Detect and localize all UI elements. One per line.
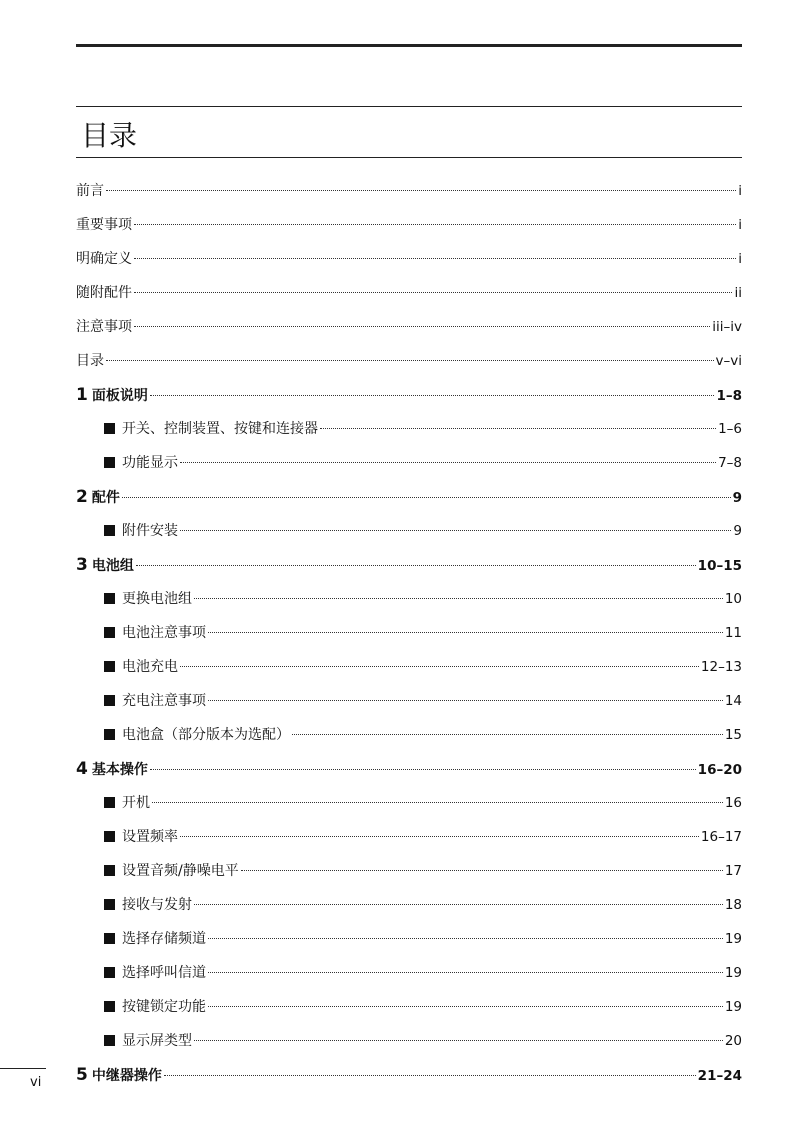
- square-bullet-icon: [104, 661, 115, 672]
- dot-leader: [122, 497, 731, 498]
- toc-entry[interactable]: [76, 208, 742, 242]
- square-bullet-icon: [104, 457, 115, 468]
- toc-section-entry[interactable]: [76, 956, 742, 990]
- dot-leader: [134, 292, 732, 293]
- toc-entry-label: 接收与发射: [122, 897, 192, 913]
- dot-leader: [320, 428, 716, 429]
- dot-leader: [136, 565, 696, 566]
- toc-entry[interactable]: [76, 276, 742, 310]
- square-bullet-icon: [104, 967, 115, 978]
- square-bullet-icon: [104, 695, 115, 706]
- toc-chapter-entry[interactable]: [76, 548, 742, 582]
- toc-entry-label: 基本操作: [91, 762, 148, 778]
- toc-page-number: 16–20: [697, 762, 742, 778]
- square-bullet-icon: [104, 797, 115, 808]
- toc-page-number: ii: [734, 285, 742, 301]
- toc-page-number: 7–8: [718, 455, 742, 471]
- toc-page-number: iii–iv: [712, 319, 742, 335]
- toc-section-entry[interactable]: [76, 582, 742, 616]
- toc-page-number: 17: [724, 863, 742, 879]
- toc-entry-label: 按键锁定功能: [122, 999, 206, 1015]
- toc-page-number: v–vi: [715, 353, 742, 369]
- title-top-rule: [76, 106, 742, 107]
- toc-section-entry[interactable]: [76, 514, 742, 548]
- toc-page-number: 1–8: [716, 388, 742, 404]
- toc-entry-label: 中继器操作: [91, 1068, 162, 1084]
- toc-entry-label: 开机: [122, 795, 150, 811]
- page-number: vi: [30, 1075, 42, 1090]
- toc-entry-label: 充电注意事项: [122, 693, 206, 709]
- page-title: 目录: [81, 119, 138, 152]
- square-bullet-icon: [104, 899, 115, 910]
- toc-page-number: 12–13: [700, 659, 742, 675]
- toc-page-number: 21–24: [697, 1068, 742, 1084]
- dot-leader: [106, 360, 714, 361]
- dot-leader: [194, 904, 723, 905]
- toc-page-number: 11: [724, 625, 742, 641]
- toc-section-entry[interactable]: [76, 412, 742, 446]
- dot-leader: [150, 769, 696, 770]
- dot-leader: [134, 258, 736, 259]
- toc-section-entry[interactable]: [76, 446, 742, 480]
- toc-entry-label: 显示屏类型: [122, 1033, 192, 1049]
- toc-section-entry[interactable]: [76, 650, 742, 684]
- toc-entry-label: 开关、控制装置、按键和连接器: [122, 421, 318, 437]
- toc-page-number: i: [738, 183, 742, 199]
- dot-leader: [134, 326, 710, 327]
- toc-chapter-entry[interactable]: [76, 752, 742, 786]
- dot-leader: [194, 598, 723, 599]
- toc-section-entry[interactable]: [76, 922, 742, 956]
- toc-entry[interactable]: [76, 310, 742, 344]
- folio-rule: [0, 1068, 46, 1069]
- toc-entry-label: 目录: [76, 353, 104, 369]
- dot-leader: [194, 1040, 723, 1041]
- square-bullet-icon: [104, 423, 115, 434]
- toc-entry-label: 设置音频/静噪电平: [122, 863, 239, 879]
- toc-entry-label: 电池充电: [122, 659, 178, 675]
- toc-chapter-entry[interactable]: [76, 1058, 742, 1092]
- square-bullet-icon: [104, 525, 115, 536]
- dot-leader: [150, 395, 715, 396]
- title-bottom-rule: [76, 157, 742, 158]
- dot-leader: [106, 190, 736, 191]
- toc-entry-label: 选择存储频道: [122, 931, 206, 947]
- chapter-number: 5: [76, 1065, 88, 1085]
- toc-chapter-entry[interactable]: [76, 480, 742, 514]
- dot-leader: [180, 462, 716, 463]
- dot-leader: [208, 972, 723, 973]
- dot-leader: [180, 836, 699, 837]
- toc-section-entry[interactable]: [76, 616, 742, 650]
- toc-entry[interactable]: [76, 174, 742, 208]
- toc-section-entry[interactable]: [76, 684, 742, 718]
- toc-page-number: 15: [724, 727, 742, 743]
- toc-entry-label: 前言: [76, 183, 104, 199]
- chapter-number: 3: [76, 555, 88, 575]
- dot-leader: [208, 1006, 723, 1007]
- top-rule: [76, 44, 742, 47]
- toc-entry[interactable]: [76, 344, 742, 378]
- toc-entry-label: 功能显示: [122, 455, 178, 471]
- toc-page-number: i: [738, 217, 742, 233]
- chapter-number: 2: [76, 487, 88, 507]
- toc-entry-label: 更换电池组: [122, 591, 192, 607]
- toc-section-entry[interactable]: [76, 820, 742, 854]
- dot-leader: [208, 632, 723, 633]
- chapter-number: 4: [76, 759, 88, 779]
- toc-entry-label: 电池注意事项: [122, 625, 206, 641]
- toc-page-number: 19: [724, 931, 742, 947]
- toc-entry-label: 明确定义: [76, 251, 132, 267]
- toc-entry-label: 面板说明: [91, 388, 148, 404]
- toc-page-number: 20: [724, 1033, 742, 1049]
- toc-entry-label: 注意事项: [76, 319, 132, 335]
- toc-entry-label: 电池盒（部分版本为选配）: [122, 727, 290, 743]
- toc-page-number: i: [738, 251, 742, 267]
- toc-entry-label: 选择呼叫信道: [122, 965, 206, 981]
- square-bullet-icon: [104, 627, 115, 638]
- square-bullet-icon: [104, 729, 115, 740]
- toc-page-number: 9: [733, 523, 742, 539]
- dot-leader: [152, 802, 723, 803]
- chapter-number: 1: [76, 385, 88, 405]
- toc-page-number: 16: [724, 795, 742, 811]
- toc-entry-label: 随附配件: [76, 285, 132, 301]
- dot-leader: [164, 1075, 696, 1076]
- toc-page-number: 16–17: [700, 829, 742, 845]
- toc-chapter-entry[interactable]: [76, 378, 742, 412]
- toc-section-entry[interactable]: [76, 1024, 742, 1058]
- toc-page-number: 19: [724, 999, 742, 1015]
- square-bullet-icon: [104, 831, 115, 842]
- toc-page-number: 14: [724, 693, 742, 709]
- toc-page-number: 1–6: [718, 421, 742, 437]
- toc-section-entry[interactable]: [76, 854, 742, 888]
- square-bullet-icon: [104, 1001, 115, 1012]
- dot-leader: [180, 530, 731, 531]
- toc-page-number: 10–15: [697, 558, 742, 574]
- dot-leader: [292, 734, 723, 735]
- toc-entry-label: 重要事项: [76, 217, 132, 233]
- toc-section-entry[interactable]: [76, 786, 742, 820]
- square-bullet-icon: [104, 865, 115, 876]
- dot-leader: [134, 224, 736, 225]
- dot-leader: [208, 938, 723, 939]
- dot-leader: [208, 700, 723, 701]
- toc-entry-label: 配件: [91, 490, 120, 506]
- toc-entry[interactable]: [76, 242, 742, 276]
- toc-page-number: 10: [724, 591, 742, 607]
- square-bullet-icon: [104, 593, 115, 604]
- toc-page-number: 19: [724, 965, 742, 981]
- toc-page-number: 18: [724, 897, 742, 913]
- table-of-contents: [76, 174, 742, 1092]
- square-bullet-icon: [104, 1035, 115, 1046]
- square-bullet-icon: [104, 933, 115, 944]
- dot-leader: [241, 870, 723, 871]
- toc-entry-label: 电池组: [91, 558, 134, 574]
- toc-entry-label: 附件安装: [122, 523, 178, 539]
- toc-section-entry[interactable]: [76, 990, 742, 1024]
- toc-entry-label: 设置频率: [122, 829, 178, 845]
- dot-leader: [180, 666, 699, 667]
- toc-section-entry[interactable]: [76, 718, 742, 752]
- toc-section-entry[interactable]: [76, 888, 742, 922]
- toc-page-number: 9: [732, 490, 742, 506]
